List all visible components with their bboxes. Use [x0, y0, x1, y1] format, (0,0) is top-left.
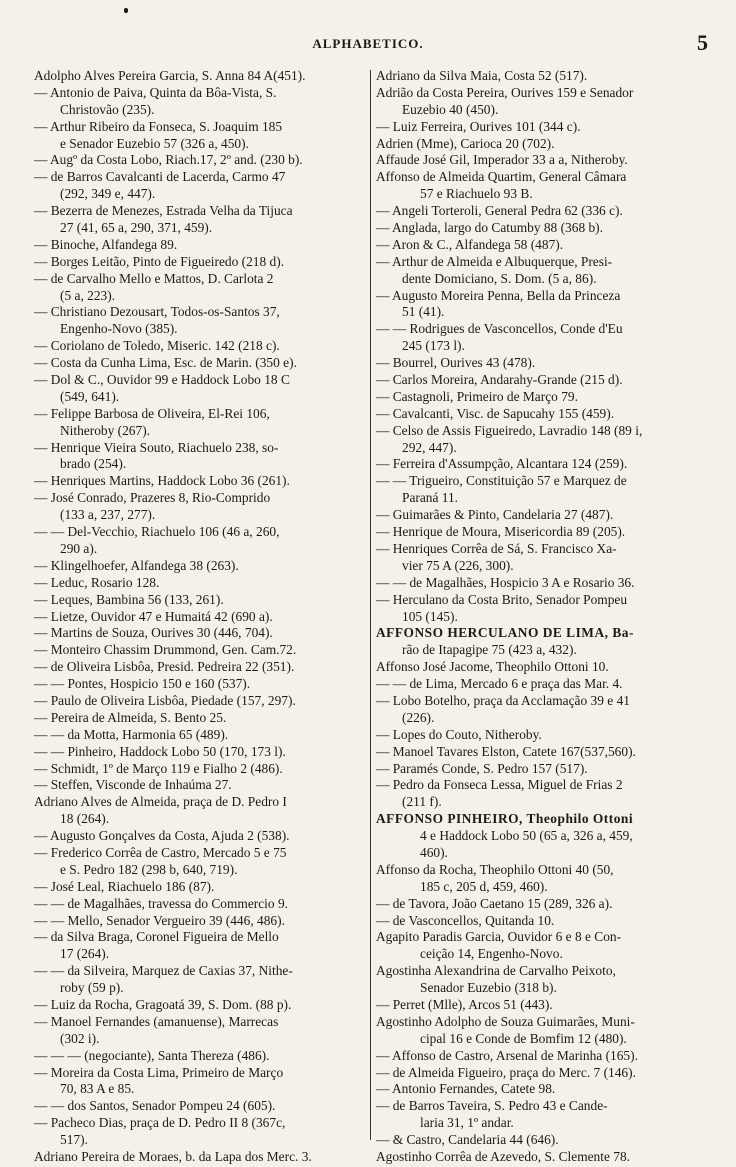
directory-entry-line: — Carlos Moreira, Andarahy-Grande (215 d). [376, 372, 623, 388]
directory-entry-line: — Herculano da Costa Brito, Senador Pompeu [376, 591, 628, 607]
directory-entry-line: — José Conrado, Prazeres 8, Rio-Comprido [34, 490, 271, 506]
directory-entry-line: — — Del-Vecchio, Riachuelo 106 (46 a, 260, [34, 524, 280, 540]
directory-entry-line: brado (254). [60, 456, 127, 472]
directory-entry-line: — Costa da Cunha Lima, Esc. de Marin. (350 e). [34, 355, 297, 371]
directory-entry-line: vier 75 A (226, 300). [402, 557, 514, 573]
directory-entry-line: Adrião da Costa Pereira, Ourives 159 e Senador [376, 84, 634, 100]
directory-entry-line: — Manoel Fernandes (amanuense), Marrecas [34, 1013, 279, 1029]
directory-entry-line: — Lopes do Couto, Nitheroby. [376, 726, 542, 742]
directory-entry-line: e S. Pedro 182 (298 b, 640, 719). [60, 861, 238, 877]
directory-entry-line: — Henrique de Moura, Misericordia 89 (205). [376, 524, 626, 540]
directory-entry-line: — de Barros Taveira, S. Pedro 43 e Cande- [376, 1098, 608, 1114]
directory-entry-line: — Leques, Bambina 56 (133, 261). [34, 591, 224, 607]
directory-entry-line: Agostinho Corrêa de Azevedo, S. Clemente 78. [376, 1149, 630, 1164]
directory-entry-line: — Binoche, Alfandega 89. [34, 236, 178, 252]
directory-entry-line: — — Rodrigues de Vasconcellos, Conde d'Eu [376, 321, 623, 337]
directory-entry-line: — — Trigueiro, Constituição 57 e Marquez de [376, 473, 627, 489]
directory-entry-line: — Luiz Ferreira, Ourives 101 (344 c). [376, 118, 581, 134]
directory-entry-line: — da Silva Braga, Coronel Figueira de Mello [34, 929, 279, 945]
directory-entry-line: Adolpho Alves Pereira Garcia, S. Anna 84 A(451). [34, 68, 306, 83]
directory-entry-line: — Steffen, Visconde de Inhaúma 27. [34, 777, 232, 793]
directory-entry-line: 57 e Riachuelo 93 B. [420, 186, 533, 202]
directory-entry-line: — Antonio Fernandes, Catete 98. [376, 1081, 556, 1097]
directory-entry-line: — — de Lima, Mercado 6 e praça das Mar. 4. [376, 676, 623, 692]
directory-entry-line: 17 (264). [60, 946, 110, 962]
directory-entry-line: 18 (264). [60, 811, 110, 827]
directory-entry-line: — Perret (Mlle), Arcos 51 (443). [376, 996, 553, 1012]
directory-entry-line: (211 f). [402, 794, 442, 810]
directory-entry-line: Adriano Alves de Almeida, praça de D. Pedro I [34, 794, 287, 810]
directory-entry-line: — de Tavora, João Caetano 15 (289, 326 a). [376, 895, 613, 911]
directory-entry-line: — — de Magalhães, Hospicio 3 A e Rosario 36. [376, 574, 635, 590]
directory-entry-line: — Paulo de Oliveira Lisbôa, Piedade (157, 297). [34, 692, 296, 708]
right-column [376, 68, 700, 1164]
directory-entry-line: — Borges Leitão, Pinto de Figueiredo (218 d). [34, 253, 285, 269]
directory-entry-line: — — — (negociante), Santa Thereza (486). [34, 1047, 270, 1063]
directory-entry-line: — Coriolano de Toledo, Miseric. 142 (218 c). [34, 338, 280, 354]
directory-entry-line: Agostinha Alexandrina de Carvalho Peixoto, [376, 963, 616, 979]
directory-entry-line: — José Leal, Riachuelo 186 (87). [34, 878, 215, 894]
directory-entry-line: Adriano Pereira de Moraes, b. da Lapa dos Merc. 3. [34, 1149, 312, 1164]
directory-entry-line: — — da Motta, Harmonia 65 (489). [34, 726, 229, 742]
running-title: ALPHABETICO. [312, 36, 424, 51]
directory-entry-line: 517). [60, 1132, 88, 1148]
directory-entry-line: Affaude José Gil, Imperador 33 a a, Nitheroby. [376, 152, 628, 168]
directory-entry-line: — Augusto Moreira Penna, Bella da Princeza [376, 287, 621, 303]
directory-entry-line: — Aron & C., Alfandega 58 (487). [376, 236, 564, 252]
directory-entry-line: — de Oliveira Lisbôa, Presid. Pedreira 22 (351). [34, 659, 295, 675]
directory-entry-line: — Bourrel, Ourives 43 (478). [376, 355, 536, 371]
directory-entry-line: — de Barros Cavalcanti de Lacerda, Carmo 47 [34, 169, 286, 185]
directory-entry-line: Nitheroby (267). [60, 422, 150, 438]
directory-entry-line: — Celso de Assis Figueiredo, Lavradio 148 (89 i, [376, 422, 643, 438]
directory-entry-line: — de Vasconcellos, Quitanda 10. [376, 912, 555, 928]
directory-entry-line: — Anglada, largo do Catumby 88 (368 b). [376, 220, 603, 236]
directory-entry-line: — Leduc, Rosario 128. [34, 574, 160, 590]
directory-entry-line: Adrien (Mme), Carioca 20 (702). [376, 135, 555, 151]
directory-entry-line: 292, 447). [402, 439, 457, 455]
directory-entry-line: ceição 14, Engenho-Novo. [420, 946, 563, 962]
directory-entry-line: cipal 16 e Conde de Bomfim 12 (480). [420, 1030, 627, 1046]
page-number: 5 [697, 30, 708, 55]
directory-entry-line: — Klingelhoefer, Alfandega 38 (263). [34, 557, 239, 573]
directory-entry-line: Engenho-Novo (385). [60, 321, 178, 337]
directory-entry-line: 4 e Haddock Lobo 50 (65 a, 326 a, 459, [420, 828, 633, 844]
directory-entry-line: — Moreira da Costa Lima, Primeiro de Março [34, 1064, 284, 1080]
directory-entry-line: 460). [420, 844, 448, 860]
directory-entry-line: — de Carvalho Mello e Mattos, D. Carlota 2 [34, 270, 274, 286]
directory-entry-line: 185 c, 205 d, 459, 460). [420, 878, 548, 894]
directory-entry-line: — Guimarães & Pinto, Candelaria 27 (487). [376, 507, 614, 523]
directory-entry-line: (226). [402, 709, 435, 725]
directory-entry-line: Adriano da Silva Maia, Costa 52 (517). [376, 68, 588, 83]
directory-entry-line: — Castagnoli, Primeiro de Março 79. [376, 388, 578, 404]
directory-entry-line: — Christiano Dezousart, Todos-os-Santos 37, [34, 304, 280, 320]
directory-entry-line: — — Mello, Senador Vergueiro 39 (446, 486). [34, 912, 285, 928]
directory-entry-line: — Angeli Torteroli, General Pedra 62 (336 c). [376, 203, 623, 219]
directory-entry-line: — Henriques Martins, Haddock Lobo 36 (261). [34, 473, 290, 489]
directory-entry-line: — Frederico Corrêa de Castro, Mercado 5 e 75 [34, 844, 287, 860]
directory-heading-entry: AFFONSO HERCULANO DE LIMA, Ba- [376, 625, 634, 641]
directory-entry-line: roby (59 p). [60, 980, 124, 996]
directory-entry-line: — — Pinheiro, Haddock Lobo 50 (170, 173 l). [34, 743, 286, 759]
directory-entry-line: — Lobo Botelho, praça da Acclamação 39 e 41 [376, 692, 630, 708]
directory-entry-line: — Cavalcanti, Visc. de Sapucahy 155 (459). [376, 405, 615, 421]
directory-entry-line: — Paramés Conde, S. Pedro 157 (517). [376, 760, 588, 776]
directory-entry-line: — Affonso de Castro, Arsenal de Marinha (165). [376, 1047, 638, 1063]
directory-entry-line: 245 (173 l). [402, 338, 465, 354]
directory-entry-line: — Monteiro Chassim Drummond, Gen. Cam.72. [34, 642, 297, 658]
directory-entry-line: e Senador Euzebio 57 (326 a, 450). [60, 135, 249, 151]
directory-entry-line: Euzebio 40 (450). [402, 101, 499, 117]
directory-entry-line: 290 a). [60, 540, 98, 556]
directory-entry-line: — Dol & C., Ouvidor 99 e Haddock Lobo 18 C [34, 372, 290, 388]
directory-entry-line: — — dos Santos, Senador Pompeu 24 (605). [34, 1098, 276, 1114]
directory-entry-line: 27 (41, 65 a, 290, 371, 459). [60, 220, 213, 236]
directory-entry-line: (5 a, 223). [60, 287, 116, 303]
directory-entry-line: Agapito Paradis Garcia, Ouvidor 6 e 8 e Con- [376, 929, 622, 945]
directory-entry-line: — Manoel Tavares Elston, Catete 167(537,560). [376, 743, 636, 759]
directory-entry-line: — Pacheco Dias, praça de D. Pedro II 8 (367c, [34, 1115, 286, 1131]
directory-entry-line: rão de Itapagipe 75 (423 a, 432). [402, 642, 577, 658]
left-column [34, 68, 372, 1164]
directory-entry-line: Christovão (235). [60, 101, 155, 117]
directory-entry-line: dente Domiciano, S. Dom. (5 a, 86). [402, 270, 597, 286]
directory-entry-line: — Arthur Ribeiro da Fonseca, S. Joaquim 185 [34, 118, 283, 134]
directory-entry-line: — — da Silveira, Marquez de Caxias 37, Nithe- [34, 963, 293, 979]
directory-entry-line: 105 (145). [402, 608, 458, 624]
directory-entry-line: — Felippe Barbosa de Oliveira, El-Rei 106, [34, 405, 270, 421]
ink-speck [124, 8, 128, 13]
directory-entry-line: — Ferreira d'Assumpção, Alcantara 124 (259). [376, 456, 628, 472]
directory-entry-line: — Luiz da Rocha, Gragoatá 39, S. Dom. (88 p). [34, 996, 292, 1012]
page-header [0, 30, 736, 55]
directory-entry-line: (302 i). [60, 1030, 100, 1046]
directory-entry-line: — Henrique Vieira Souto, Riachuelo 238, so- [34, 439, 279, 455]
directory-entry-line: — Antonio de Paiva, Quinta da Bôa-Vista, S. [34, 84, 277, 100]
directory-entry-line: Paraná 11. [402, 490, 459, 506]
directory-entry-line: Affonso de Almeida Quartim, General Câmara [376, 169, 627, 185]
directory-entry-line: — Lietze, Ouvidor 47 e Humaitá 42 (690 a). [34, 608, 273, 624]
directory-entry-line: Agostinho Adolpho de Souza Guimarães, Muni- [376, 1013, 635, 1029]
directory-entry-line: — Pedro da Fonseca Lessa, Miguel de Frias 2 [376, 777, 623, 793]
directory-heading-entry: AFFONSO PINHEIRO, Theophilo Ottoni [376, 811, 634, 827]
directory-entry-line: Affonso José Jacome, Theophilo Ottoni 10. [376, 659, 609, 675]
directory-entry-line: 70, 83 A e 85. [60, 1081, 135, 1097]
directory-entry-line: — Pereira de Almeida, S. Bento 25. [34, 709, 227, 725]
directory-entry-line: — Schmidt, 1º de Março 119 e Fialho 2 (486). [34, 760, 283, 776]
directory-entry-line: — Augº da Costa Lobo, Riach.17, 2º and. (230 b). [34, 152, 303, 168]
directory-entry-line: 51 (41). [402, 304, 445, 320]
directory-entry-line: — Henriques Corrêa de Sá, S. Francisco Xa- [376, 540, 617, 556]
directory-entry-line: (549, 641). [60, 388, 120, 404]
directory-entry-line: — — de Magalhães, travessa do Commercio 9. [34, 895, 288, 911]
directory-entry-line: (292, 349 e, 447). [60, 186, 156, 202]
directory-entry-line: — Arthur de Almeida e Albuquerque, Presi- [376, 253, 613, 269]
directory-entry-line: laria 31, 1º andar. [420, 1115, 514, 1131]
directory-entry-line: — & Castro, Candelaria 44 (646). [376, 1132, 559, 1148]
directory-entry-line: (133 a, 237, 277). [60, 507, 156, 523]
directory-entry-line: — Martins de Souza, Ourives 30 (446, 704). [34, 625, 273, 641]
directory-entry-line: — Augusto Gonçalves da Costa, Ajuda 2 (538). [34, 828, 290, 844]
directory-entry-line: — de Almeida Figueiro, praça do Merc. 7 (146). [376, 1064, 636, 1080]
directory-entry-line: — — Pontes, Hospicio 150 e 160 (537). [34, 676, 251, 692]
directory-entry-line: — Bezerra de Menezes, Estrada Velha da Tijuca [34, 203, 293, 219]
directory-entry-line: Senador Euzebio (318 b). [420, 980, 557, 996]
directory-entry-line: Affonso da Rocha, Theophilo Ottoni 40 (50, [376, 861, 614, 877]
